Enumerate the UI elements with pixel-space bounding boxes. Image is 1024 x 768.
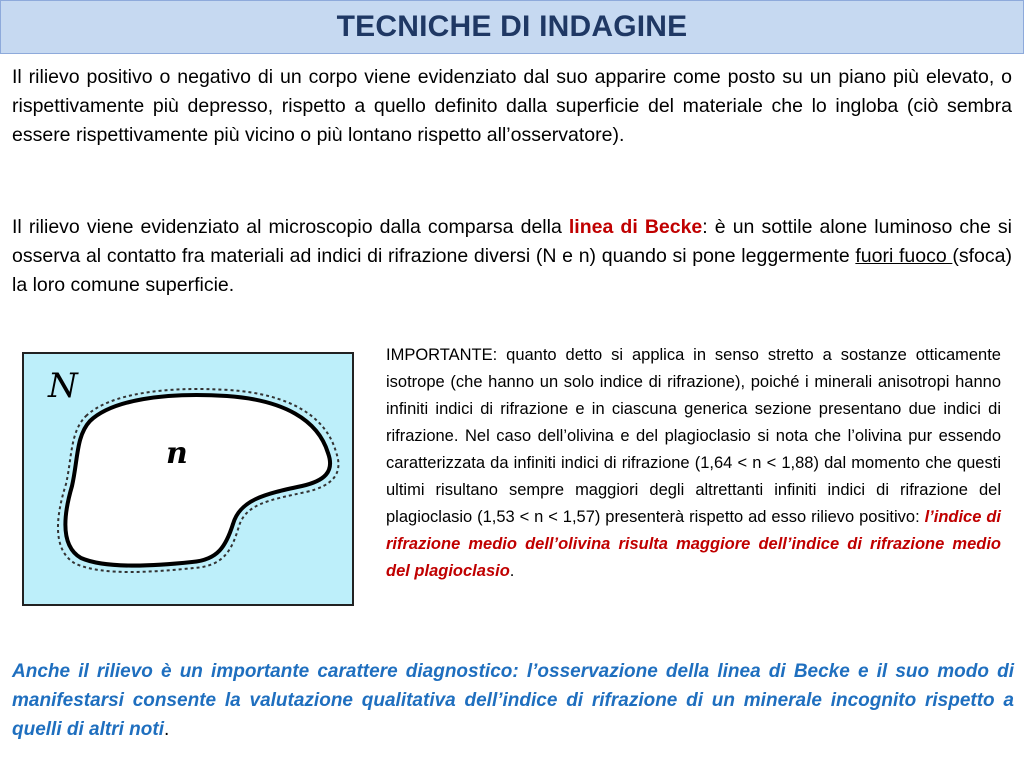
note-text: IMPORTANTE: quanto detto si applica in senso stretto a sostanze otticamente isotrope (che hanno un solo indice di rifrazione), poiché i minerali anisotropi hanno infiniti indici di rifrazione e in ciascuna generica sezione presentano due indici di rifrazione. Nel caso dell’olivina e del plagioclasio si nota che l’olivina pur essendo caratterizzata da infiniti indici di rifrazione (1,64 < n < 1,88) dal momento che questi ultimi risultano sempre maggiori degli altrettanti infiniti indici di rifrazione del plagioclasio (1,53 < n < 1,57) presenterà rispetto ad esso rilievo positivo: (386, 346, 1001, 526)
note-end: . (509, 562, 515, 580)
becke-line-figure (22, 352, 354, 606)
footer-text: Anche il rilievo è un importante carattere diagnostico: l’osservazione della linea di Becke e il suo modo di manifestarsi consente la valutazione qualitativa dell’indice di rifrazione di un minerale incognito rispetto a quelli di altri noti (12, 661, 1014, 740)
title-bar (0, 0, 1024, 54)
grain-boundary (65, 395, 330, 566)
outer-medium-label: N (48, 366, 78, 406)
important-note (386, 342, 1001, 585)
note-highlight: l’indice di rifrazione medio dell’olivina risulta maggiore dell’indice di rifrazione medio del plagioclasio (386, 508, 1001, 580)
becke-line-highlight: linea di Becke (568, 216, 703, 238)
paragraph-relief-definition: Il rilievo positivo o negativo di un corpo viene evidenziato dal suo apparire come posto su un piano più elevato, o rispettivamente più depresso, rispetto a quello definito dalla superficie del materiale che lo ingloba (ciò sembra essere rispettivamente più vicino o più lontano rispetto all’osservatore). (12, 66, 1012, 146)
out-of-focus-underlined: fuori fuoco (855, 245, 953, 267)
p2-after: (sfoca) la loro comune superficie. (12, 245, 1012, 296)
footer-conclusion (12, 657, 1014, 744)
footer-end: . (164, 719, 170, 740)
p2-before: Il rilievo viene evidenziato al microscopio dalla comparsa della (12, 216, 569, 238)
grain-label: n (166, 436, 188, 471)
p2-middle: : è un sottile alone luminoso che si osserva al contatto fra materiali ad indici di rifrazione diversi (N e n) quando si pone leggermente (12, 216, 1012, 267)
paragraph-becke-line (12, 213, 1012, 300)
page-title: TECNICHE DI INDAGINE (336, 10, 688, 43)
